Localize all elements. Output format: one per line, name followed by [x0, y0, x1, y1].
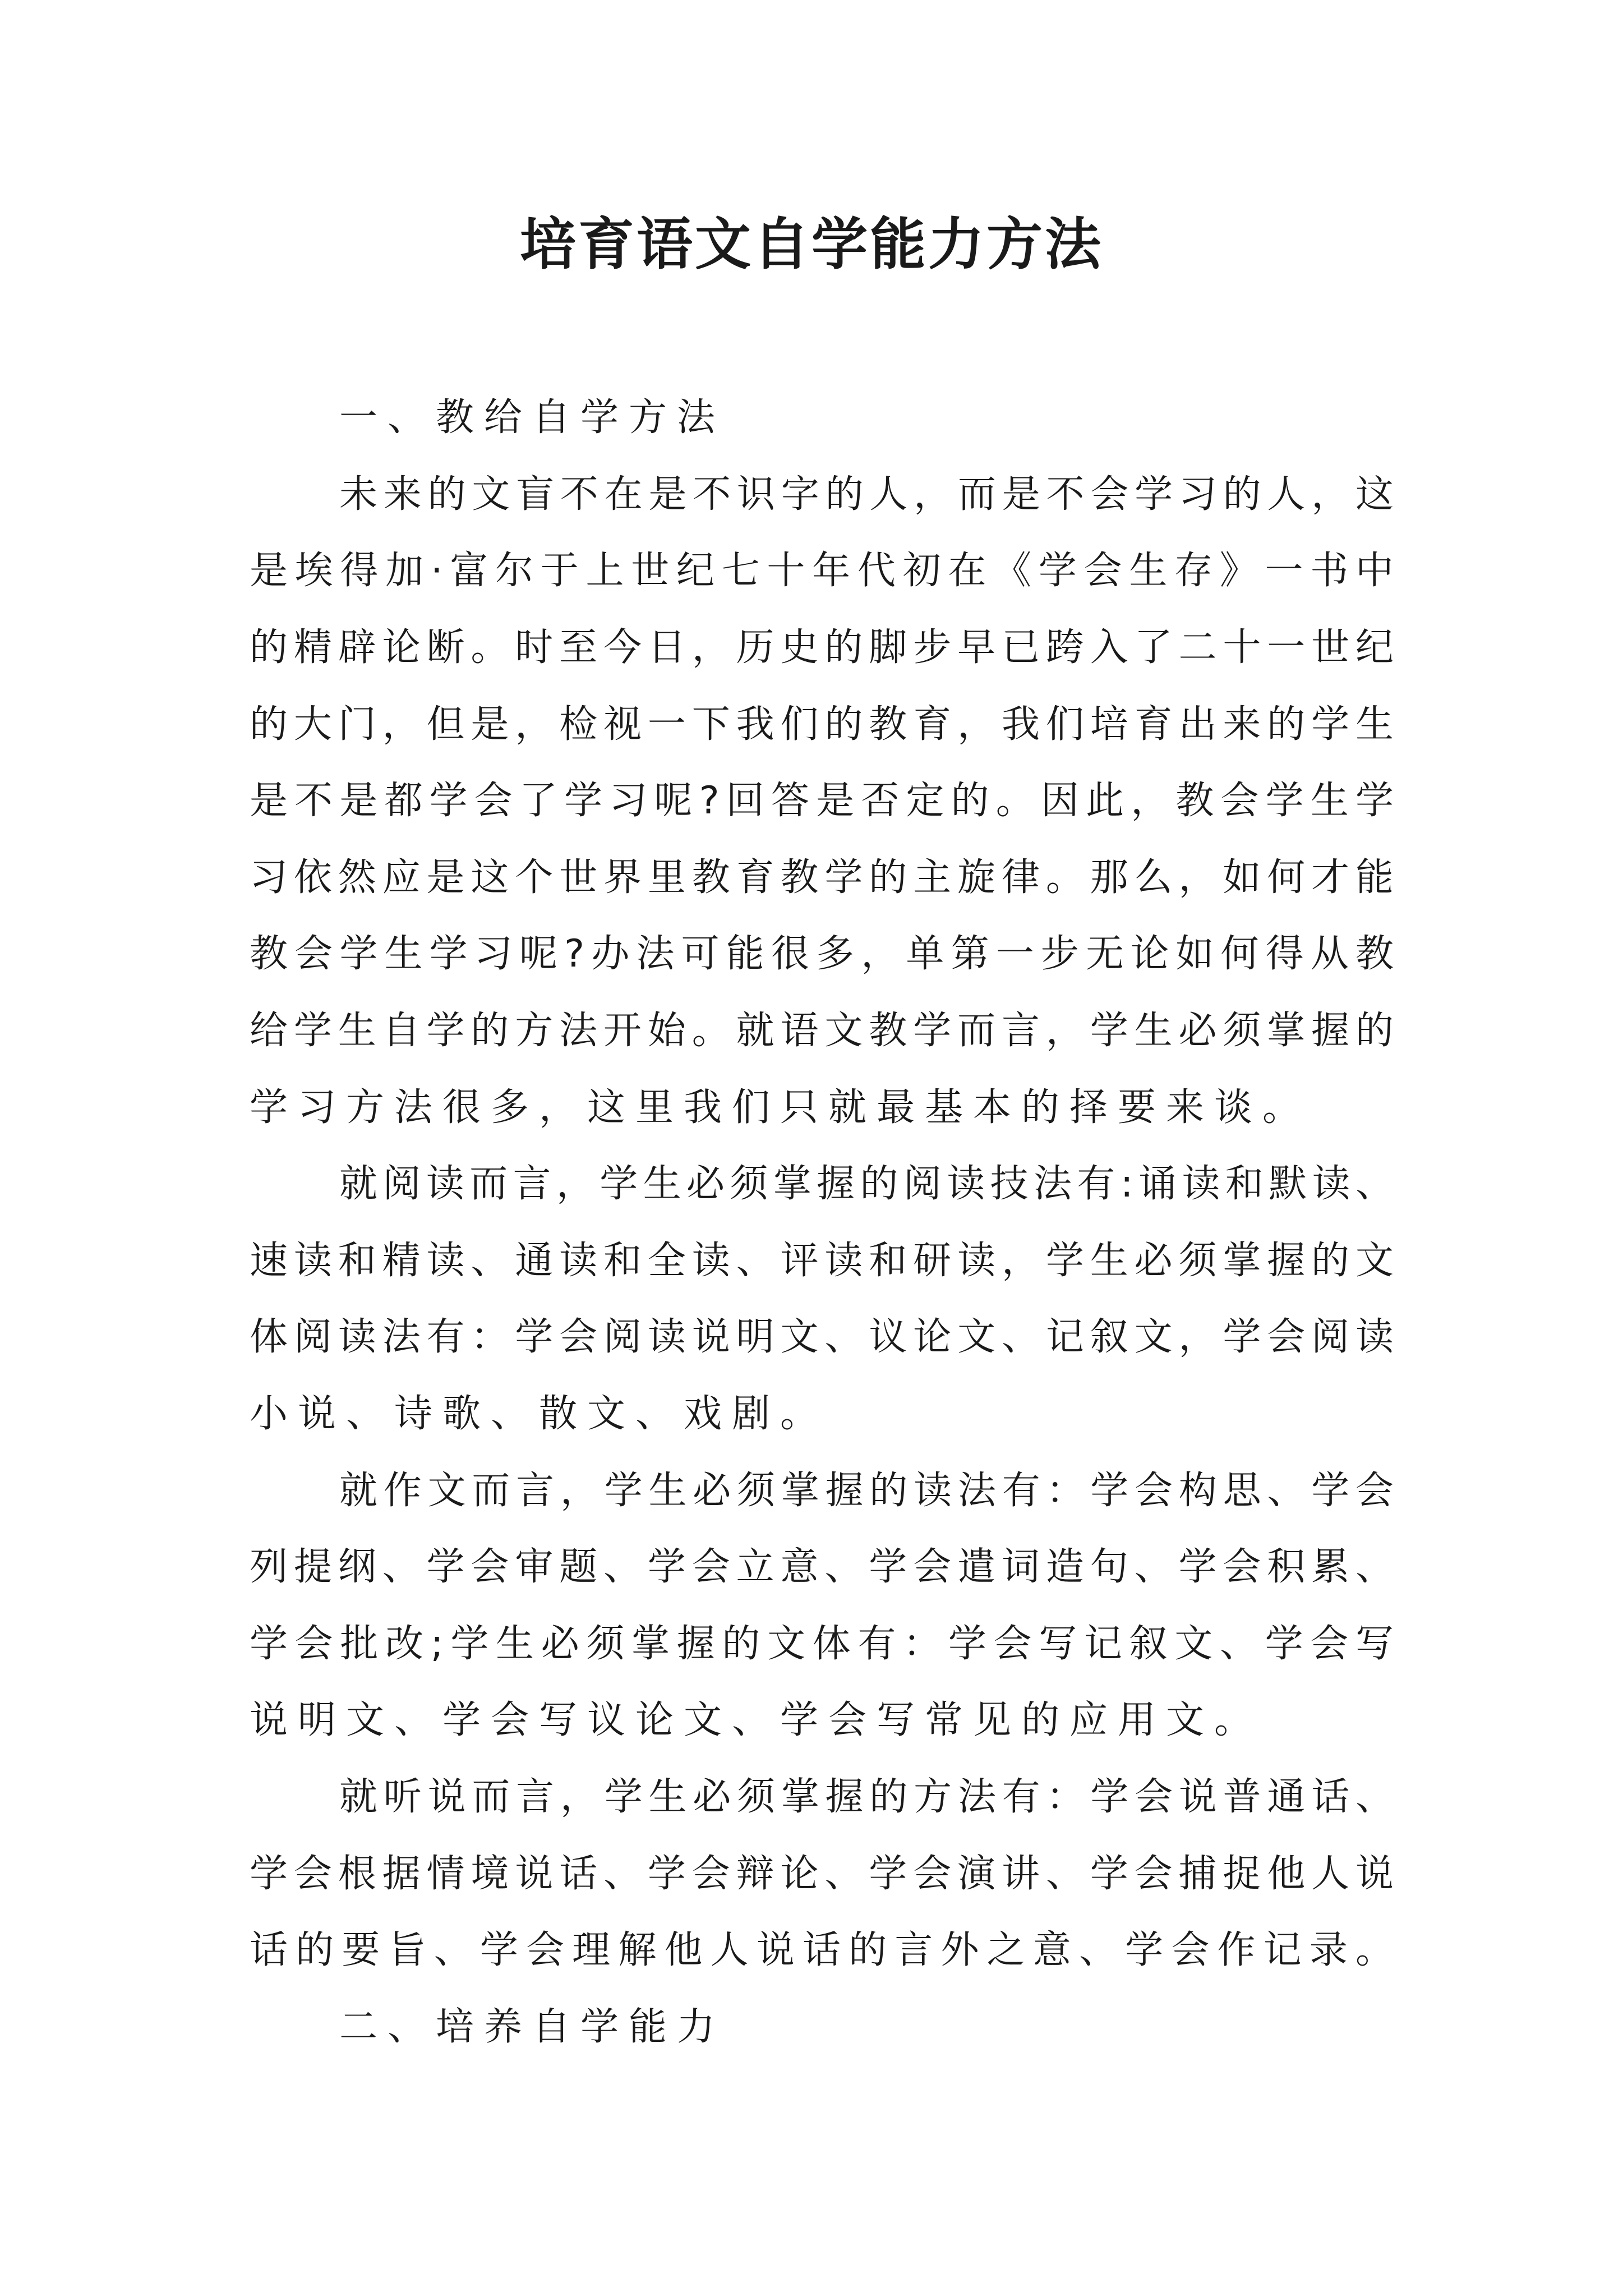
- paragraph-line: 教会学生学习呢?办法可能很多，单第一步无论如何得从教: [250, 932, 1394, 976]
- paragraph-line: 列提纲、学会审题、学会立意、学会遣词造句、学会积累、: [250, 1545, 1394, 1589]
- paragraph-line: 习依然应是这个世界里教育教学的主旋律。那么，如何才能: [250, 855, 1394, 900]
- paragraph-line: 学会根据情境说话、学会辩论、学会演讲、学会捕捉他人说: [250, 1852, 1394, 1896]
- paragraph-line: 给学生自学的方法开始。就语文教学而言，学生必须掌握的: [250, 1009, 1394, 1053]
- paragraph-line: 学习方法很多，这里我们只就最基本的择要来谈。: [250, 1085, 1311, 1130]
- paragraph-line: 小说、诗歌、散文、戏剧。: [250, 1392, 829, 1436]
- paragraph-line: 就作文而言，学生必须掌握的读法有：学会构思、学会: [339, 1469, 1394, 1513]
- paragraph-line: 速读和精读、通读和全读、评读和研读，学生必须掌握的文: [250, 1239, 1394, 1283]
- paragraph-line: 就阅读而言，学生必须掌握的阅读技法有:诵读和默读、: [339, 1162, 1394, 1206]
- paragraph-line: 的精辟论断。时至今日，历史的脚步早已跨入了二十一世纪: [250, 625, 1394, 670]
- section-heading-2: 二、培养自学能力: [339, 2005, 726, 2049]
- section-heading-1: 一、教给自学方法: [339, 395, 726, 440]
- paragraph-line: 是埃得加·富尔于上世纪七十年代初在《学会生存》一书中: [250, 549, 1394, 593]
- paragraph-line: 的大门，但是，检视一下我们的教育，我们培育出来的学生: [250, 702, 1394, 747]
- paragraph-line: 说明文、学会写议论文、学会写常见的应用文。: [250, 1698, 1263, 1742]
- paragraph-line: 就听说而言，学生必须掌握的方法有：学会说普通话、: [339, 1775, 1394, 1819]
- document-title: 培育语文自学能力方法: [520, 211, 1103, 277]
- paragraph-line: 体阅读法有：学会阅读说明文、议论文、记叙文，学会阅读: [250, 1315, 1394, 1359]
- paragraph-line: 话的要旨、学会理解他人说话的言外之意、学会作记录。: [250, 1928, 1394, 1972]
- paragraph-line: 是不是都学会了学习呢?回答是否定的。因此，教会学生学: [250, 779, 1394, 823]
- paragraph-line: 未来的文盲不在是不识字的人，而是不会学习的人，这: [339, 472, 1394, 517]
- paragraph-line: 学会批改;学生必须掌握的文体有：学会写记叙文、学会写: [250, 1622, 1394, 1666]
